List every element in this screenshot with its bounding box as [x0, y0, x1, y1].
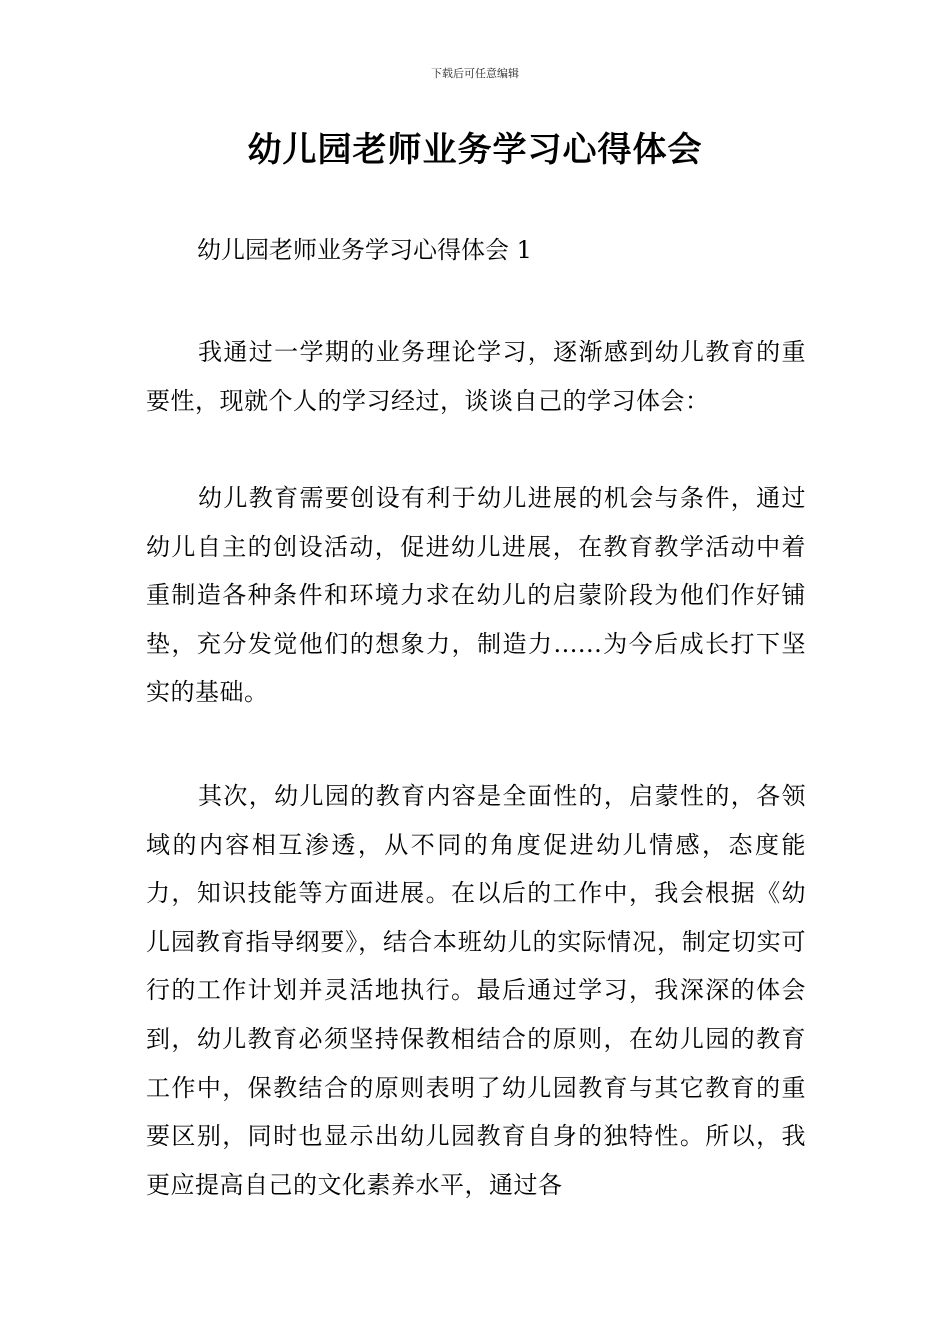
paragraph-education-conditions: 幼儿教育需要创设有利于幼儿进展的机会与条件，通过幼儿自主的创设活动，促进幼儿进展，在教育教学活动中着重制造各种条件和环境力求在幼儿的启蒙阶段为他们作好铺垫，充分发觉他们的想象力，制造力......为今后成长打下坚实的基础。 [146, 484, 806, 707]
document-title: 幼儿园老师业务学习心得体会 [247, 130, 703, 170]
header-note: 下载后可任意编辑 [431, 67, 519, 80]
paragraph-intro: 我通过一学期的业务理论学习，逐渐感到幼儿教育的重要性，现就个人的学习经过，谈谈自己的学习体会： [146, 338, 806, 415]
section-subtitle: 幼儿园老师业务学习心得体会 1 [197, 236, 532, 264]
paragraph-education-content: 其次，幼儿园的教育内容是全面性的，启蒙性的，各领域的内容相互渗透，从不同的角度促进幼儿情感，态度能力，知识技能等方面进展。在以后的工作中，我会根据《幼儿园教育指导纲要》，结合本班幼儿的实际情况，制定切实可行的工作计划并灵活地执行。最后通过学习，我深深的体会到，幼儿教育必须坚持保教相结合的原则，在幼儿园的教育工作中，保教结合的原则表明了幼儿园教育与其它教育的重要区别，同时也显示出幼儿园教育自身的独特性。所以，我更应提高自己的文化素养水平，通过各 [146, 782, 806, 1199]
